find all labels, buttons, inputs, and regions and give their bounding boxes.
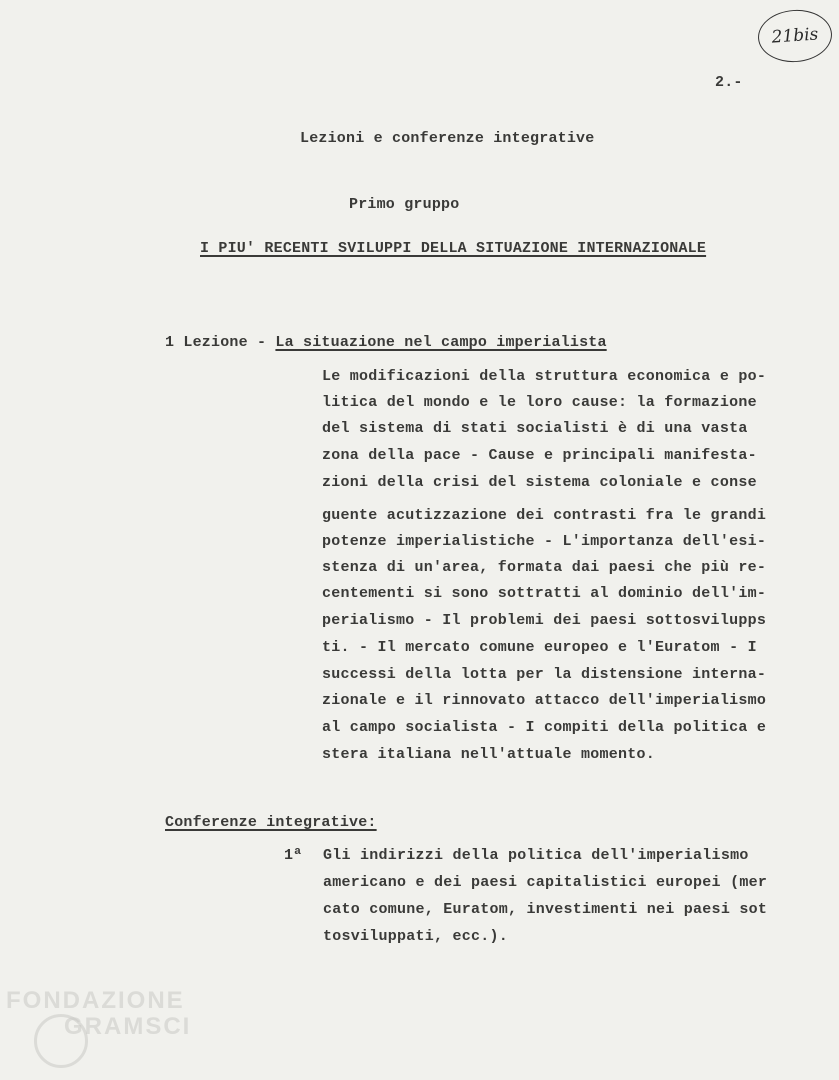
lesson-body-line: Le modificazioni della struttura economica e po- — [322, 368, 767, 385]
page-number: 2.- — [715, 74, 743, 91]
conference-item-line: tosviluppati, ecc.). — [323, 928, 509, 945]
lesson-heading — [165, 334, 607, 351]
archive-stamp-text: 21bis — [771, 24, 819, 48]
lesson-number: 1 Lezione - — [165, 334, 276, 351]
lesson-body-line: potenze imperialistiche - L'importanza dell'esi- — [322, 533, 767, 550]
lesson-body-line: stenza di un'area, formata dai paesi che più re- — [322, 559, 767, 576]
lesson-body-line: successi della lotta per la distensione interna- — [322, 666, 767, 683]
lesson-body-line: al campo socialista - I compiti della politica e — [322, 719, 767, 736]
group-title: Primo gruppo — [349, 196, 460, 213]
conferences-heading: Conferenze integrative: — [165, 814, 377, 831]
lesson-body-line: zona della pace - Cause e principali manifesta- — [322, 447, 757, 464]
document-heading: Lezioni e conferenze integrative — [300, 130, 595, 147]
lesson-body-line: litica del mondo e le loro cause: la formazione — [322, 394, 757, 411]
lesson-body-line: stera italiana nell'attuale momento. — [322, 746, 656, 763]
watermark-line-1: FONDAZIONE — [6, 987, 185, 1014]
conference-item-line: Gli indirizzi della politica dell'imperialismo — [323, 847, 749, 864]
conference-item-line: cato comune, Euratom, investimenti nei paesi sot — [323, 901, 768, 918]
section-title: I PIU' RECENTI SVILUPPI DELLA SITUAZIONE INTERNAZIONALE — [200, 240, 707, 257]
lesson-body-line: centementi si sono sottratti al dominio dell'im- — [322, 585, 767, 602]
lesson-body-line: zionale e il rinnovato attacco dell'imperialismo — [322, 692, 767, 709]
conference-item-line: americano e dei paesi capitalistici europei (mer — [323, 874, 768, 891]
conference-item-number: 1ª — [284, 847, 303, 864]
archive-stamp — [756, 7, 833, 64]
lesson-body-line: ti. - Il mercato comune europeo e l'Euratom - I — [322, 639, 757, 656]
lesson-body-line: perialismo - Il problemi dei paesi sottosvilupps — [322, 612, 767, 629]
watermark-line-2: GRAMSCI — [64, 1013, 192, 1040]
lesson-body-line: zioni della crisi del sistema coloniale e conse — [322, 474, 757, 491]
lesson-body-line: del sistema di stati socialisti è di una vasta — [322, 420, 748, 437]
lesson-title: La situazione nel campo imperialista — [275, 334, 607, 351]
watermark — [6, 988, 191, 1040]
lesson-body-line: guente acutizzazione dei contrasti fra le grandi — [322, 507, 767, 524]
